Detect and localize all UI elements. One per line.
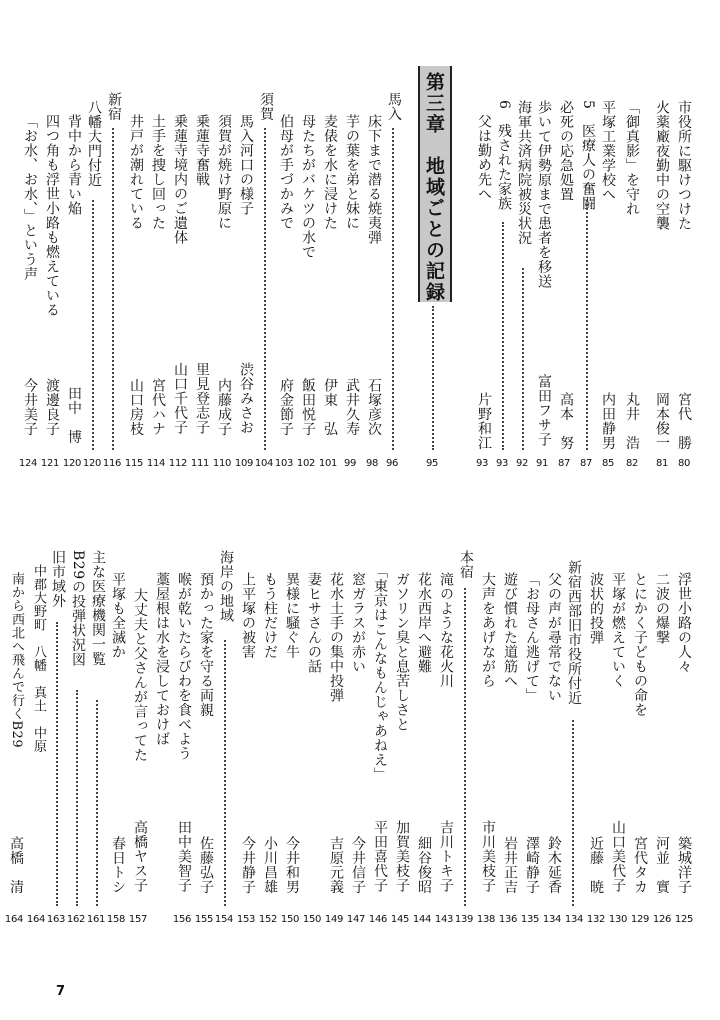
toc-page: 164	[4, 914, 24, 925]
toc-author: 里見登志子	[194, 362, 210, 435]
toc-title: 父は勤め先へ	[476, 114, 492, 201]
toc-page: 114	[146, 458, 166, 469]
toc-page: 110	[212, 458, 232, 469]
page-number: 7	[56, 984, 66, 999]
toc-section-heading: B29の投弾状況図	[70, 550, 86, 667]
leader-dots	[464, 588, 466, 906]
toc-title: 上平塚の被害	[240, 572, 256, 659]
toc-author: 宮代タカ	[632, 836, 648, 894]
toc-author: 伊東 弘	[322, 378, 338, 436]
toc-author: 田中美智子	[176, 820, 192, 893]
toc-title: 窓ガラスが赤い	[350, 572, 366, 674]
toc-author: 小川昌雄	[262, 836, 278, 894]
toc-author: 今井美子	[22, 378, 38, 436]
toc-author: 春日トシ	[110, 836, 126, 894]
toc-page: 163	[46, 914, 66, 925]
toc-page: 124	[18, 458, 38, 469]
leader-dots	[502, 222, 504, 450]
toc-title: 背中から青い焔	[66, 114, 82, 216]
toc-author: 片野和江	[476, 392, 492, 450]
toc-page: 130	[608, 914, 628, 925]
toc-title: 大声をあげながら	[480, 572, 496, 688]
toc-author: 築城洋子	[676, 836, 692, 894]
toc-section-heading: 海軍共済病院被災状況	[516, 100, 532, 245]
toc-section-heading: 6 残された家族	[496, 100, 512, 211]
toc-page: 145	[390, 914, 410, 925]
toc-author: 内田静男	[600, 392, 616, 450]
toc-title: 喉が乾いたらびわを食べよう	[176, 572, 192, 761]
leader-dots	[56, 622, 58, 906]
leader-dots	[522, 268, 524, 450]
toc-author: 飯田悦子	[300, 378, 316, 436]
toc-title: 父の声が尋常でない	[546, 572, 562, 703]
toc-page: 136	[498, 914, 518, 925]
toc-title: 平塚も全滅か	[110, 572, 126, 659]
leader-dots	[432, 306, 434, 450]
toc-author: 岩井正吉	[502, 836, 518, 894]
toc-author: 近藤 暁	[588, 836, 604, 894]
toc-page: 98	[365, 458, 379, 469]
chapter-page: 95	[425, 458, 439, 469]
toc-page: 81	[655, 458, 669, 469]
toc-author: 高橋 清	[8, 836, 24, 894]
toc-page: 103	[274, 458, 294, 469]
toc-author: 佐藤弘子	[198, 836, 214, 894]
toc-title: 「東京はこんなもんじゃあねえ」	[372, 564, 388, 782]
toc-page: 99	[343, 458, 357, 469]
toc-author: 河並 實	[654, 836, 670, 894]
leader-dots	[76, 690, 78, 906]
toc-author: 田中 博	[66, 386, 82, 444]
toc-section-heading: 須賀	[258, 92, 274, 121]
toc-author: 今井静子	[240, 836, 256, 894]
toc-page: 85	[601, 458, 615, 469]
toc-title: 「お水、お水、」という声	[22, 114, 38, 281]
toc-author: 高橋ヤス子	[132, 820, 148, 893]
toc-author: 澤崎静子	[524, 836, 540, 894]
toc-title: 預かった家を守る両親	[198, 572, 214, 717]
toc-page: 162	[66, 914, 86, 925]
toc-page: 80	[677, 458, 691, 469]
toc-page: 116	[102, 458, 122, 469]
toc-title: 滝のような花火川	[438, 572, 454, 688]
toc-section-heading: 5 医療人の奮闘	[580, 100, 596, 211]
toc-title: 遊び慣れた道筋へ	[502, 572, 518, 688]
toc-page: 93	[475, 458, 489, 469]
toc-section-heading: 新宿	[106, 92, 122, 121]
toc-author: 渡邊良子	[44, 378, 60, 436]
toc-section-heading: 馬入	[386, 92, 402, 121]
toc-page: 126	[652, 914, 672, 925]
toc-author: 武井久寿	[344, 378, 360, 436]
toc-title: 母たちがバケツの水で	[300, 114, 316, 259]
toc-page: 150	[280, 914, 300, 925]
toc-author: 丸井 浩	[624, 392, 640, 450]
toc-page: 147	[346, 914, 366, 925]
toc-section-heading: 海岸の地域	[218, 550, 234, 623]
toc-author: 細谷俊昭	[416, 836, 432, 894]
toc-section-heading: 新宿西部旧市役所付近	[566, 560, 582, 705]
toc-title: 乗蓮寺境内のご遺体	[172, 114, 188, 245]
toc-page: 144	[412, 914, 432, 925]
toc-title: とにかく子どもの命を	[632, 572, 648, 717]
toc-page: 158	[106, 914, 126, 925]
toc-title: 芋の葉を弟と妹に	[344, 114, 360, 230]
toc-page: 93	[495, 458, 509, 469]
toc-title: 大丈夫と父さんが言ってた	[132, 588, 148, 762]
toc-title: 二波の爆撃	[654, 572, 670, 645]
toc-section-heading: 主な医療機関一覧	[90, 550, 106, 666]
leader-dots	[224, 640, 226, 906]
toc-page: 152	[258, 914, 278, 925]
toc-page: 125	[674, 914, 694, 925]
toc-author: 高本 努	[558, 392, 574, 450]
toc-page: 111	[190, 458, 210, 469]
toc-page: 82	[625, 458, 639, 469]
toc-page: 109	[234, 458, 254, 469]
toc-author: 渋谷みさお	[238, 362, 254, 435]
toc-section-heading: 八幡大門付近	[86, 100, 102, 187]
toc-title: 伯母が手づかみで	[278, 114, 294, 230]
toc-author: 内藤成子	[216, 378, 232, 436]
toc-section-heading: 旧市域外	[50, 550, 66, 608]
chapter-title: 第三章 地域ごとの記録	[423, 72, 445, 303]
toc-title: 浮世小路の人々	[676, 572, 692, 674]
toc-title: 乗蓮寺奮戦	[194, 114, 210, 187]
toc-page: 149	[324, 914, 344, 925]
toc-author: 今井信子	[350, 836, 366, 894]
toc-title: 平塚が燃えていく	[610, 572, 626, 688]
toc-author: 石塚彦次	[366, 378, 382, 436]
toc-page: 135	[520, 914, 540, 925]
toc-author: 宮代ハナ	[150, 378, 166, 436]
toc-author: 宮代 勝	[676, 392, 692, 450]
toc-page: 120	[82, 458, 102, 469]
toc-title: 異様に騒ぐ牛	[284, 572, 300, 659]
leader-dots	[586, 200, 588, 450]
toc-author: 今井和男	[284, 836, 300, 894]
toc-page: 161	[86, 914, 106, 925]
toc-page: 134	[542, 914, 562, 925]
toc-page: 139	[454, 914, 474, 925]
toc-page: 129	[630, 914, 650, 925]
toc-author: 富田フサ子	[536, 374, 552, 447]
toc-author: 岡本俊一	[654, 392, 670, 450]
toc-title: 必死の応急処置	[558, 100, 574, 202]
toc-author: 平田喜代子	[372, 820, 388, 893]
toc-author: 加賀美枝子	[394, 820, 410, 893]
toc-page: 134	[564, 914, 584, 925]
toc-page: 121	[40, 458, 60, 469]
toc-title: 市役所に駆けつけた	[676, 100, 692, 231]
toc-title: 須賀が焼け野原に	[216, 114, 232, 230]
leader-dots	[392, 128, 394, 450]
toc-page: 154	[214, 914, 234, 925]
toc-author: 山口美代子	[610, 820, 626, 893]
toc-title: 麦俵を水に浸けた	[322, 114, 338, 230]
toc-page: 164	[26, 914, 46, 925]
toc-page: 87	[557, 458, 571, 469]
toc-title: ガソリン臭と息苦しさと	[394, 572, 410, 732]
toc-page: 102	[296, 458, 316, 469]
toc-page: 120	[62, 458, 82, 469]
toc-page: 104	[254, 458, 274, 469]
toc-author: 市川美枝子	[480, 820, 496, 893]
toc-page: 101	[318, 458, 338, 469]
leader-dots	[96, 700, 98, 906]
toc-title: 火薬廠夜勤中の空襲	[654, 100, 670, 231]
toc-title: 床下まで潜る焼夷弾	[366, 114, 382, 245]
toc-title: 花水西岸へ避難	[416, 572, 432, 674]
toc-author: 吉原元義	[328, 836, 344, 894]
toc-page: 157	[128, 914, 148, 925]
toc-page: 156	[172, 914, 192, 925]
toc-title: 馬入河口の様子	[238, 114, 254, 216]
toc-title: 「お母さん逃げて」	[524, 572, 540, 703]
leader-dots	[112, 128, 114, 450]
toc-title: もう柱だけだ	[262, 572, 278, 659]
toc-page: 112	[168, 458, 188, 469]
toc-title: 波状的投弾	[588, 572, 604, 645]
toc-page: 132	[586, 914, 606, 925]
toc-page: 153	[236, 914, 256, 925]
leader-dots	[92, 200, 94, 450]
leader-dots	[264, 128, 266, 450]
toc-page: 96	[385, 458, 399, 469]
toc-title: 歩いて伊勢原まで患者を移送	[536, 100, 552, 289]
toc-page: 155	[194, 914, 214, 925]
toc-title: 四つ角も浮世小路も燃えている	[44, 114, 60, 317]
toc-title: 中郡大野町 八幡 真土 中原	[31, 564, 46, 753]
toc-title: 井戸が潮れている	[128, 114, 144, 230]
toc-author: 山口房枝	[128, 378, 144, 436]
toc-author: 府金節子	[278, 378, 294, 436]
toc-page: 115	[124, 458, 144, 469]
toc-title: 平塚工業学校へ	[600, 100, 616, 202]
toc-page: 143	[434, 914, 454, 925]
toc-section-heading: 本宿	[458, 550, 474, 579]
toc-page: 150	[302, 914, 322, 925]
toc-author: 吉川トキ子	[438, 820, 454, 893]
toc-page: 146	[368, 914, 388, 925]
toc-author: 鈴木延香	[546, 836, 562, 894]
toc-title: 土手を捜し回った	[150, 114, 166, 230]
toc-title: 妻ヒサさんの話	[306, 572, 322, 674]
toc-title: 「御真影」を守れ	[624, 100, 640, 216]
toc-title: 南から西北へ飛んで行くB29	[9, 572, 24, 749]
toc-page: 87	[579, 458, 593, 469]
toc-title: 藁屋根は水を浸しておけば	[154, 572, 170, 746]
toc-author: 山口千代子	[172, 362, 188, 435]
leader-dots	[572, 720, 574, 906]
toc-title: 花水土手の集中投弾	[328, 572, 344, 703]
toc-page: 91	[535, 458, 549, 469]
toc-page: 92	[515, 458, 529, 469]
toc-page: 138	[476, 914, 496, 925]
